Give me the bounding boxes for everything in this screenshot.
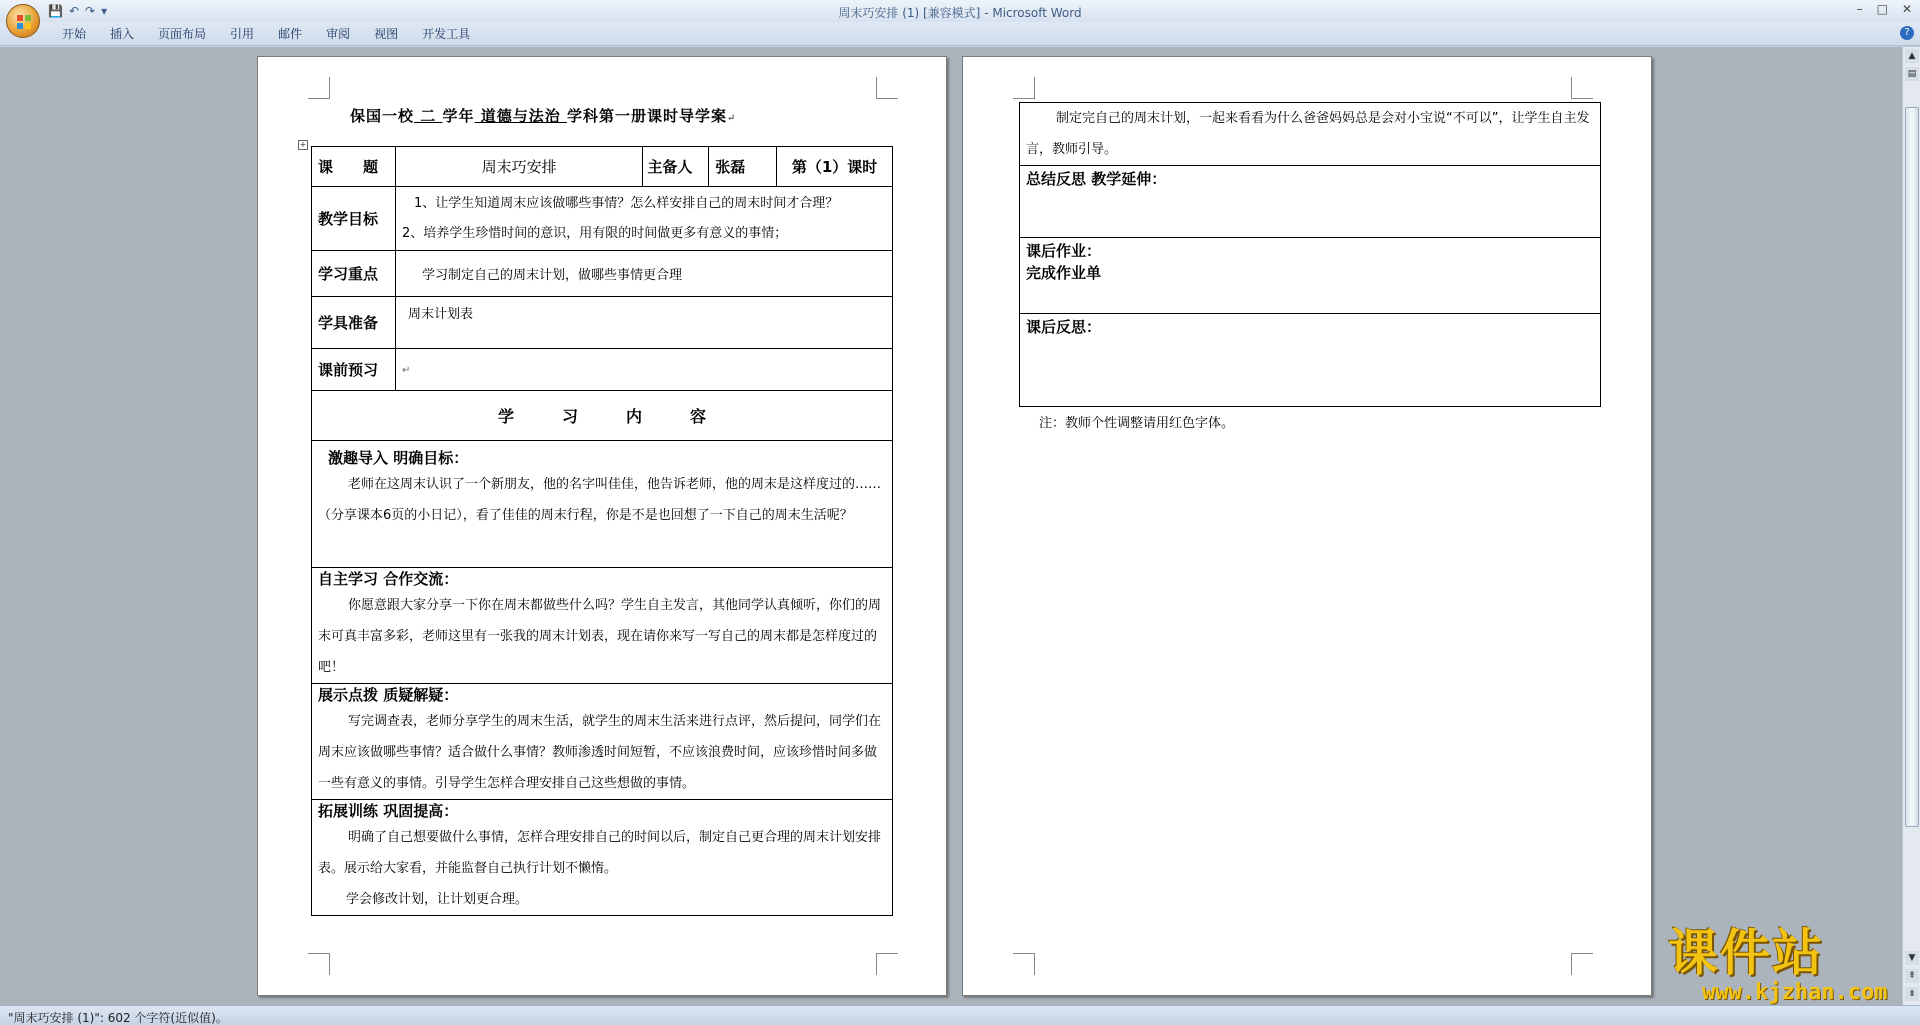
tab-view[interactable]: 视图 — [374, 27, 399, 41]
content-header: 学 习 内 容 — [312, 391, 893, 441]
table-row — [312, 349, 893, 391]
window-controls — [1857, 2, 1912, 16]
table-row — [1020, 238, 1601, 314]
office-button[interactable] — [6, 4, 40, 38]
application-name: Microsoft Word — [992, 6, 1082, 20]
table-row — [1020, 166, 1601, 238]
table-row — [312, 568, 893, 684]
scroll-down-icon[interactable]: ▼ — [1905, 951, 1919, 965]
goal-item: 1、让学生知道周末应该做哪些事情？怎么样安排自己的周末时间才合理？ — [413, 195, 839, 211]
section-self-study[interactable] — [312, 568, 893, 684]
section-title: 展示点拨 质疑解疑： — [318, 686, 459, 704]
section-text: 老师在这周末认识了一个新朋友，他的名字叫佳佳，他告诉老师，他的周末是这样度过的……（分享课本6页的小日记），看了佳佳的周末行程，你是不是也回想了一下自己的周末生活呢？ — [318, 477, 882, 523]
margin-corner-mark — [876, 953, 898, 975]
goal-item: 2、培养学生珍惜时间的意识，用有限的时间做更多有意义的事情； — [401, 225, 788, 241]
margin-corner-mark — [308, 953, 330, 975]
undo-icon[interactable]: ↶ — [68, 4, 80, 18]
table-row — [1020, 314, 1601, 407]
table-row — [312, 391, 893, 441]
help-icon[interactable]: ? — [1900, 26, 1914, 40]
tab-page-layout[interactable]: 页面布局 — [158, 27, 207, 41]
tab-review[interactable]: 审阅 — [326, 27, 351, 41]
intro-cell[interactable] — [1020, 103, 1601, 166]
title-bar — [0, 0, 1920, 22]
section-title: 激趣导入 明确目标： — [328, 449, 469, 467]
preview-value[interactable]: ↵ — [395, 349, 892, 391]
topic-label: 课 题 — [312, 147, 396, 187]
vertical-scrollbar[interactable] — [1902, 47, 1920, 1005]
table-row — [1020, 103, 1601, 166]
continuation-table — [1019, 102, 1601, 407]
office-logo-icon — [16, 14, 32, 30]
section-title: 拓展训练 巩固提高： — [318, 802, 459, 820]
save-icon[interactable]: 💾 — [48, 4, 63, 18]
tools-value[interactable]: 周末计划表 — [395, 297, 892, 349]
tab-developer[interactable]: 开发工具 — [422, 27, 471, 41]
ruler-toggle-icon[interactable]: ▤ — [1905, 67, 1919, 81]
table-row — [312, 297, 893, 349]
preparer-value[interactable]: 张磊 — [709, 147, 777, 187]
reflection-cell[interactable] — [1020, 166, 1601, 238]
after-reflection-cell[interactable] — [1020, 314, 1601, 407]
focus-label: 学习重点 — [312, 251, 396, 297]
section-discussion[interactable] — [312, 684, 893, 800]
margin-corner-mark — [876, 77, 898, 99]
section-text: 学会修改计划，让计划更合理。 — [346, 892, 529, 907]
section-text: 你愿意跟大家分享一下你在周末都做些什么吗？学生自主发言，其他同学认真倾听，你们的周末可真丰富多彩，老师这里有一张我的周末计划表，现在请你来写一写自己的周末都是怎样度过的吧！ — [318, 598, 882, 675]
customize-qat-icon[interactable]: ▾ — [101, 4, 108, 18]
preparer-label: 主备人 — [643, 147, 709, 187]
site-watermark — [1668, 925, 1908, 1003]
tools-label: 学具准备 — [312, 297, 396, 349]
document-page-1[interactable] — [257, 56, 947, 996]
intro-text: 制定完自己的周末计划，一起来看看为什么爸爸妈妈总是会对小宝说“不可以”，让学生自主发言，教师引导。 — [1026, 111, 1590, 157]
tab-home[interactable]: 开始 — [62, 27, 87, 41]
word-count-status[interactable]: "周末巧安排 (1)": 602 个字符(近似值)。 — [8, 1011, 228, 1025]
minimize-button[interactable]: – — [1856, 2, 1863, 16]
table-row — [312, 441, 893, 568]
section-text: 明确了自己想要做什么事情，怎样合理安排自己的时间以后，制定自己更合理的周末计划安排表。展示给大家看，并能监督自己执行计划不懒惰。 — [318, 830, 882, 876]
focus-value[interactable]: 学习制定自己的周末计划，做哪些事情更合理 — [395, 251, 892, 297]
close-button[interactable]: ✕ — [1901, 2, 1912, 16]
table-row — [312, 684, 893, 800]
homework-value: 完成作业单 — [1026, 264, 1102, 282]
document-workspace — [0, 47, 1902, 1005]
lesson-number: 第（1）课时 — [777, 147, 893, 187]
document-page-2[interactable] — [962, 56, 1652, 996]
section-title: 总结反思 教学延伸： — [1026, 170, 1167, 188]
scroll-up-icon[interactable]: ▲ — [1905, 49, 1919, 63]
section-intro[interactable] — [312, 441, 893, 568]
section-title: 课后反思： — [1026, 318, 1102, 336]
topic-value[interactable]: 周末巧安排 — [395, 147, 642, 187]
margin-corner-mark — [1013, 953, 1035, 975]
table-row — [312, 187, 893, 251]
ribbon-tab-bar — [0, 22, 1920, 46]
table-row — [312, 147, 893, 187]
watermark-url: www.kjzhan.com — [1702, 980, 1888, 1005]
margin-corner-mark — [308, 77, 330, 99]
document-name: 周末巧安排 (1) [兼容模式] — [838, 6, 981, 20]
lesson-plan-table — [311, 146, 893, 916]
document-title: 保国一校 二 学年 道德与法治 学科第一册课时导学案↵ — [350, 107, 737, 125]
homework-cell[interactable] — [1020, 238, 1601, 314]
margin-corner-mark — [1013, 77, 1035, 99]
section-text: 写完调查表，老师分享学生的周末生活，就学生的周末生活来进行点评，然后提问，同学们在周末应该做哪些事情？适合做什么事情？教师渗透时间短暂，不应该浪费时间，应该珍惜时间多做一些有意义的事情。引导学生怎样合理安排自己这些想做的事情。 — [318, 714, 882, 791]
section-title: 课后作业： — [1026, 242, 1102, 260]
margin-corner-mark — [1571, 77, 1593, 99]
goal-label: 教学目标 — [312, 187, 396, 251]
redo-icon[interactable]: ↷ — [85, 4, 96, 18]
table-move-handle-icon[interactable]: + — [299, 140, 307, 149]
window-title: 周末巧安排 (1) [兼容模式] - Microsoft Word — [838, 6, 1082, 20]
margin-corner-mark — [1571, 953, 1593, 975]
status-bar — [0, 1005, 1920, 1025]
previous-page-icon[interactable]: ⇞ — [1905, 969, 1919, 983]
section-title: 自主学习 合作交流： — [318, 570, 459, 588]
preview-label: 课前预习 — [312, 349, 396, 391]
section-extension[interactable] — [312, 800, 893, 916]
tab-insert[interactable]: 插入 — [110, 27, 135, 41]
next-page-icon[interactable]: ⇟ — [1905, 987, 1919, 1001]
tab-mailings[interactable]: 邮件 — [278, 27, 303, 41]
teacher-note: 注：教师个性调整请用红色字体。 — [1039, 416, 1235, 431]
tab-references[interactable]: 引用 — [230, 27, 255, 41]
table-row — [312, 251, 893, 297]
table-row — [312, 800, 893, 916]
watermark-title: 课件站 — [1668, 924, 1824, 982]
maximize-button[interactable]: □ — [1876, 2, 1888, 16]
scroll-thumb[interactable] — [1905, 107, 1919, 827]
